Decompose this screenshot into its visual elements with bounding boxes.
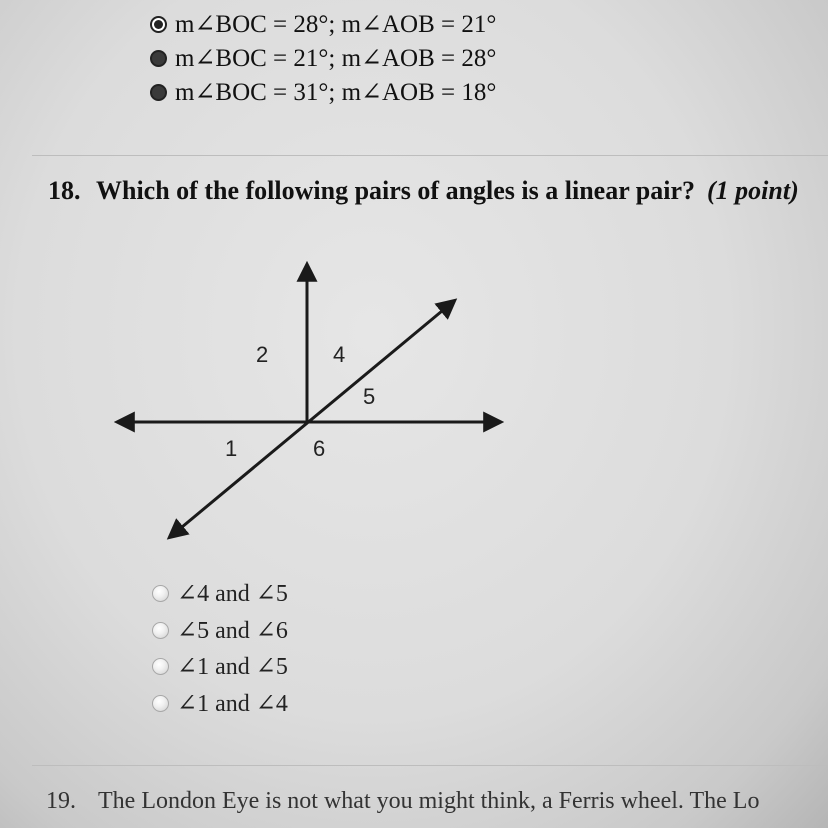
radio-button[interactable]: [152, 585, 169, 602]
answer-option-2[interactable]: [152, 615, 288, 645]
question-prompt: [96, 176, 799, 206]
answer-option-4[interactable]: [152, 688, 288, 718]
question-text: Which of the following pairs of angles is a linear pair?: [96, 176, 695, 205]
previous-option-3[interactable]: [150, 78, 496, 106]
radio-button[interactable]: [150, 84, 167, 101]
next-question-number: 19.: [46, 788, 76, 814]
previous-option-2-label: m∠BOC = 21°; m∠AOB = 28°: [175, 45, 497, 72]
radio-button[interactable]: [152, 622, 169, 639]
previous-option-3-label: m∠BOC = 31°; m∠AOB = 18°: [175, 79, 497, 106]
diagonal-line: [170, 301, 454, 537]
angle-label-5: 5: [363, 384, 376, 409]
question-divider: [32, 765, 828, 766]
answer-option-1[interactable]: [152, 578, 288, 608]
question-number: 18.: [48, 176, 81, 205]
question-points: (1 point): [707, 176, 799, 205]
previous-option-1[interactable]: [150, 10, 496, 38]
answer-option-3-label: ∠1 and ∠5: [177, 653, 288, 680]
previous-option-1-label: m∠BOC = 28°; m∠AOB = 21°: [175, 11, 497, 38]
angle-label-6: 6: [313, 436, 326, 461]
radio-button-selected[interactable]: [150, 16, 167, 33]
radio-button[interactable]: [152, 695, 169, 712]
answer-option-1-label: ∠4 and ∠5: [177, 580, 288, 607]
angle-label-4: 4: [333, 342, 346, 367]
radio-button[interactable]: [150, 50, 167, 67]
question-divider: [32, 155, 828, 156]
angle-label-1: 1: [225, 436, 238, 461]
angle-figure: [110, 255, 530, 555]
angle-label-2: 2: [256, 342, 269, 367]
answer-option-3[interactable]: [152, 651, 288, 681]
radio-button[interactable]: [152, 658, 169, 675]
answer-option-2-label: ∠5 and ∠6: [177, 617, 288, 644]
previous-option-2[interactable]: [150, 44, 496, 72]
answer-option-4-label: ∠1 and ∠4: [177, 690, 288, 717]
next-question-text: The London Eye is not what you might think, a Ferris wheel. The Lo: [98, 788, 760, 814]
